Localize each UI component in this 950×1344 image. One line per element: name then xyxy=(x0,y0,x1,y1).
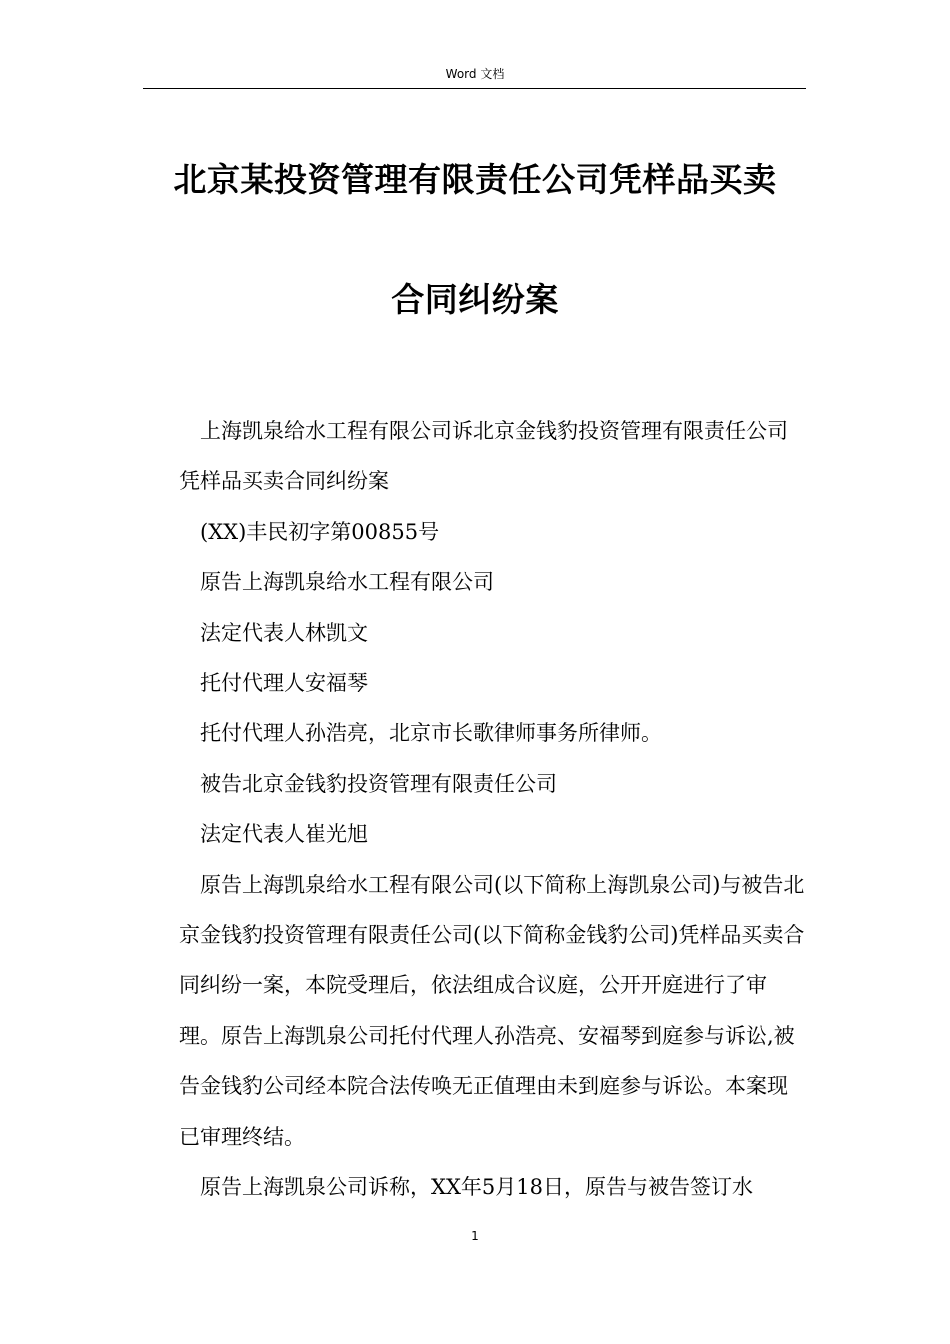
paragraph-case-title: 上海凯泉给水工程有限公司诉北京金钱豹投资管理有限责任公司凭样品买卖合同纠纷案 xyxy=(179,419,788,494)
paragraph-plaintiff-claim: 原告上海凯泉公司诉称，XX年5月18日，原告与被告签订水 xyxy=(200,1175,753,1200)
paragraph-plaintiff: 原告上海凯泉给水工程有限公司 xyxy=(200,570,494,595)
paragraph-plaintiff-representative: 法定代表人林凯文 xyxy=(200,620,368,645)
document-title-line-1: 北京某投资管理有限责任公司凭样品买卖 xyxy=(173,160,777,199)
paragraph-agent-1: 托付代理人安福琴 xyxy=(200,671,368,696)
paragraph-defendant: 被告北京金钱豹投资管理有限责任公司 xyxy=(200,771,557,796)
header-divider xyxy=(143,88,806,89)
page-number: 1 xyxy=(471,1229,479,1243)
page-header-text: Word 文档 xyxy=(445,67,505,81)
paragraph-case-number: (XX)丰民初字第00855号 xyxy=(200,519,440,544)
document-title-line-2: 合同纠纷案 xyxy=(391,280,559,319)
paragraph-agent-2: 托付代理人孙浩亮，北京市长歌律师事务所律师。 xyxy=(200,721,662,746)
document-body xyxy=(179,406,805,1213)
paragraph-defendant-representative: 法定代表人崔光旭 xyxy=(200,822,368,847)
paragraph-case-summary: 原告上海凯泉给水工程有限公司(以下简称上海凯泉公司)与被告北京金钱豹投资管理有限责任公司(以下简称金钱豹公司)凭样品买卖合同纠纷一案，本院受理后，依法组成合议庭，公开开庭进行了审理。原告上海凯泉公司托付代理人孙浩亮、安福琴到庭参与诉讼,被告金钱豹公司经本院合法传唤无正值理由未到庭参与诉讼。本案现已审理终结。 xyxy=(179,872,805,1149)
